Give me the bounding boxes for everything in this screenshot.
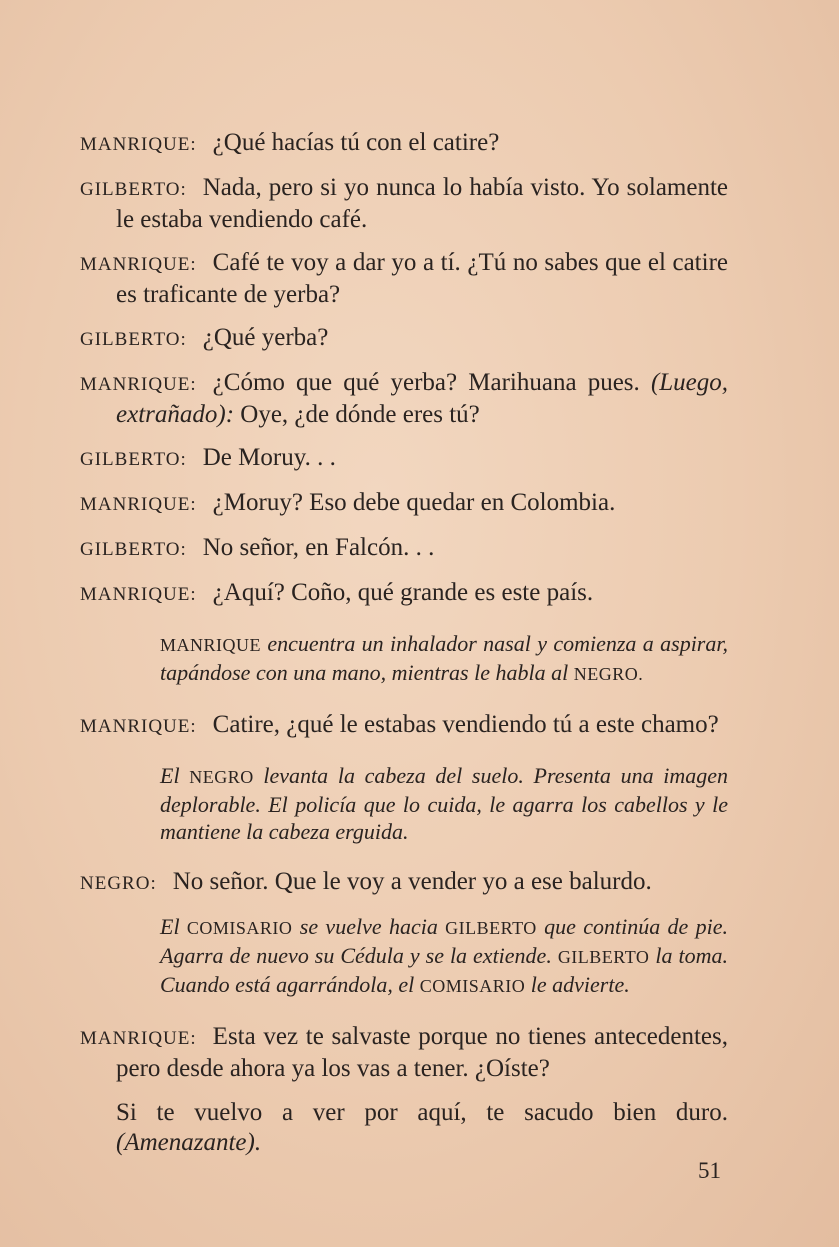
character-name: GILBERTO [557, 947, 650, 967]
dialogue-text: ¿Aquí? Coño, qué grande es este país. [212, 579, 594, 606]
dialogue-text: No señor, en Falcón. . . [202, 534, 435, 561]
dialogue-line [80, 867, 728, 899]
page-number: 51 [698, 1158, 721, 1183]
dialogue-line [80, 710, 728, 742]
speaker-name: GILBERTO: [80, 539, 187, 560]
speaker-name: GILBERTO: [80, 449, 187, 470]
dialogue-text: Catire, ¿qué le estabas vendiendo tú a este chamo? [212, 711, 719, 738]
dialogue-line [80, 173, 728, 235]
stage-direction [160, 630, 728, 688]
dialogue-text: No señor. Que le voy a vender yo a ese balurdo. [172, 868, 652, 895]
dialogue-line [80, 248, 728, 310]
stage-direction [160, 913, 728, 1000]
speaker-name: MANRIQUE: [80, 134, 197, 155]
dialogue-text: ¿Moruy? Eso debe quedar en Colombia. [212, 489, 616, 516]
play-text [80, 128, 728, 1158]
speaker-name: MANRIQUE: [80, 494, 197, 515]
dialogue-line [80, 128, 728, 160]
character-name: NEGRO. [573, 664, 644, 684]
dialogue-text: Nada, pero si yo nunca lo había visto. Yo solamente le estaba vendiendo café. [116, 174, 728, 233]
direction-text: El [160, 763, 180, 788]
dialogue-text: Esta vez te salvaste porque no tienes antecedentes, pero desde ahora ya los vas a tener. ¿Oíste? [116, 1023, 728, 1082]
speaker-name: MANRIQUE: [80, 716, 197, 737]
dialogue-text: Oye, ¿de dónde eres tú? [240, 401, 480, 428]
dialogue-line [80, 488, 728, 520]
dialogue-line [80, 578, 728, 610]
dialogue-text: Café te voy a dar yo a tí. ¿Tú no sabes que el catire es traficante de yerba? [116, 249, 728, 308]
dialogue-line [80, 533, 728, 565]
direction-text: se vuelve hacia [299, 914, 438, 939]
speaker-name: GILBERTO: [80, 329, 187, 350]
direction-text: la toma. Cuando está agarrándola, el [160, 943, 728, 997]
speaker-name: MANRIQUE: [80, 374, 197, 395]
dialogue-text: ¿Qué hacías tú con el catire? [212, 129, 500, 156]
character-name: NEGRO [189, 767, 254, 787]
dialogue-text: De Moruy. . . [202, 444, 336, 471]
character-name: GILBERTO [445, 918, 537, 938]
stage-aside: (Amenazante). [116, 1129, 262, 1156]
direction-text: que continúa de pie. Agarra de nuevo su Cédula y se la extiende. [160, 914, 729, 968]
character-name: MANRIQUE [160, 635, 261, 655]
character-name: COMISARIO [186, 918, 293, 938]
direction-text: le advierte. [530, 972, 630, 997]
stage-aside: (Luego, extrañado): [116, 369, 729, 428]
dialogue-line [80, 323, 728, 355]
dialogue-text: Si te vuelvo a ver por aquí, te sacudo bien duro. [116, 1099, 728, 1126]
speaker-name: NEGRO: [80, 873, 157, 894]
speaker-name: GILBERTO: [80, 179, 187, 200]
character-name: COMISARIO [419, 976, 526, 996]
dialogue-text: ¿Qué yerba? [202, 324, 329, 351]
speaker-name: MANRIQUE: [80, 1028, 197, 1049]
dialogue-line [80, 1022, 728, 1084]
dialogue-line [80, 368, 728, 430]
speaker-name: MANRIQUE: [80, 584, 197, 605]
dialogue-line [80, 443, 728, 475]
direction-text: levanta la cabeza del suelo. Presenta una imagen deplorable. El policía que lo cuida, le agarra los cabellos y le mantiene la cabeza erguida. [160, 763, 728, 844]
speaker-name: MANRIQUE: [80, 254, 197, 275]
direction-text: El [160, 914, 180, 939]
stage-direction [160, 762, 728, 845]
dialogue-text: ¿Cómo que qué yerba? Marihuana pues. [212, 369, 640, 396]
direction-text: encuentra un inhalador nasal y comienza a aspirar, tapándose con una mano, mientras le habla al [160, 631, 728, 685]
dialogue-continuation [116, 1098, 728, 1158]
